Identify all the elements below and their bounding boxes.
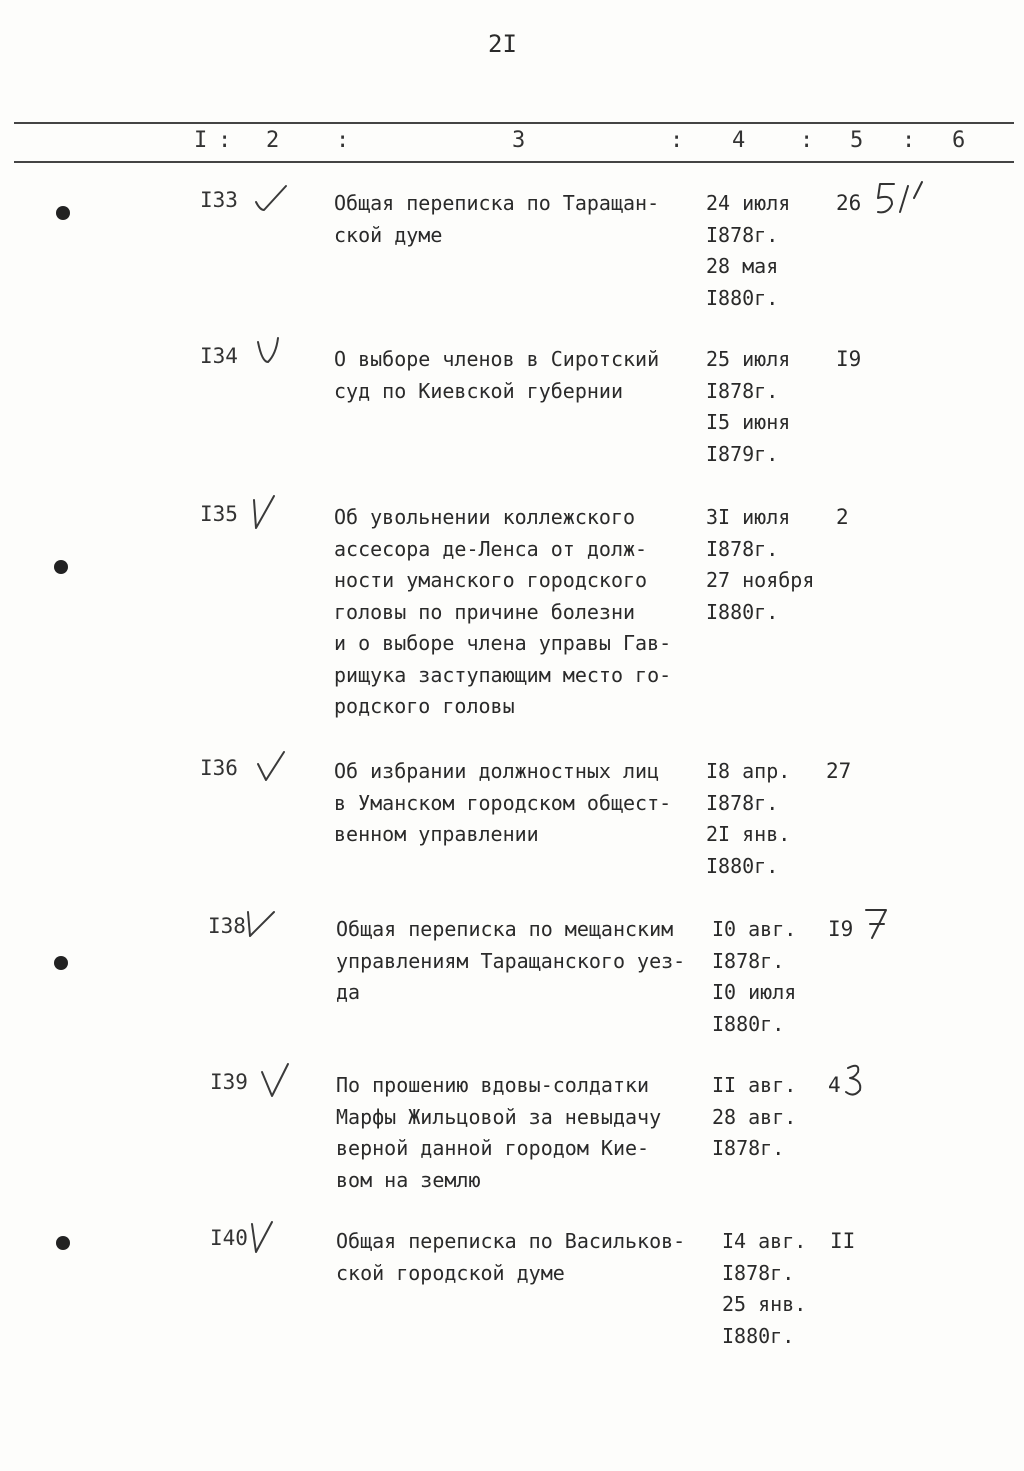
handwritten-annotation-icon — [862, 904, 918, 944]
handwritten-annotation-icon — [874, 178, 930, 218]
binding-hole — [56, 1236, 70, 1250]
checkmark-icon — [252, 336, 292, 376]
column-header-3: 3 — [512, 128, 526, 153]
handwritten-annotation-icon — [840, 1060, 896, 1100]
entry-description: О выборе членов в Сиротский суд по Киевской губернии — [334, 347, 660, 403]
entry-description: Об избрании должностных лиц в Уманском городском общест- венном управлении — [334, 759, 672, 846]
column-separator: : — [218, 128, 232, 153]
entry-sheets: 2 — [836, 505, 849, 529]
binding-hole — [56, 206, 70, 220]
entry-number: I35 — [200, 502, 238, 526]
entry-dates: 3I июля I878г. 27 ноября I880г. — [706, 505, 815, 624]
page-number: 2I — [488, 30, 517, 58]
column-separator: : — [800, 128, 814, 153]
entry-dates: 24 июля I878г. 28 мая I880г. — [706, 191, 791, 310]
entry-dates: I4 авг. I878г. 25 янв. I880г. — [722, 1229, 807, 1348]
entry-number: I40 — [210, 1226, 248, 1250]
entry-description: Общая переписка по Васильков- ской городской думе — [336, 1229, 686, 1285]
entry-sheets: 26 — [836, 191, 862, 215]
entry-description: Общая переписка по Таращан- ской думе — [334, 191, 660, 247]
header-rule-bottom — [14, 161, 1014, 163]
entry-number: I36 — [200, 756, 238, 780]
entry-sheets: 4 — [828, 1073, 841, 1097]
checkmark-icon — [244, 906, 284, 946]
entry-description: Об увольнении коллежского ассесора де-Ленса от долж- ности уманского городского головы по причине болезни и о выборе члена управы Гав- рищука заступающим место го- родского головы — [334, 505, 672, 718]
checkmark-icon — [258, 1062, 298, 1102]
entry-description: Общая переписка по мещанским управлениям Таращанского уез- да — [336, 917, 686, 1004]
binding-hole — [54, 956, 68, 970]
column-header-2: 2 — [266, 128, 280, 153]
column-separator: : — [336, 128, 350, 153]
entry-description: По прошению вдовы-солдатки Марфы Жильцовой за невыдачу верной данной городом Кие- вом на землю — [336, 1073, 662, 1192]
entry-sheets: I9 — [836, 347, 862, 371]
entry-sheets: II — [830, 1229, 856, 1253]
column-header-1: I — [194, 128, 208, 153]
entry-dates: 25 июля I878г. I5 июня I879г. — [706, 347, 791, 466]
entry-dates: I0 авг. I878г. I0 июля I880г. — [712, 917, 797, 1036]
entry-dates: II авг. 28 авг. I878г. — [712, 1073, 797, 1160]
entry-number: I38 — [208, 914, 246, 938]
entry-number: I34 — [200, 344, 238, 368]
column-separator: : — [670, 128, 684, 153]
binding-hole — [54, 560, 68, 574]
column-header-6: 6 — [952, 128, 966, 153]
entry-number: I33 — [200, 188, 238, 212]
column-separator: : — [902, 128, 916, 153]
entry-sheets: I9 — [828, 917, 854, 941]
checkmark-icon — [248, 1218, 288, 1258]
checkmark-icon — [252, 180, 292, 220]
checkmark-icon — [254, 748, 294, 788]
checkmark-icon — [248, 494, 288, 534]
column-header-5: 5 — [850, 128, 864, 153]
header-rule-top — [14, 122, 1014, 124]
column-header-4: 4 — [732, 128, 746, 153]
entry-dates: I8 апр. I878г. 2I янв. I880г. — [706, 759, 791, 878]
entry-sheets: 27 — [826, 759, 852, 783]
entry-number: I39 — [210, 1070, 248, 1094]
